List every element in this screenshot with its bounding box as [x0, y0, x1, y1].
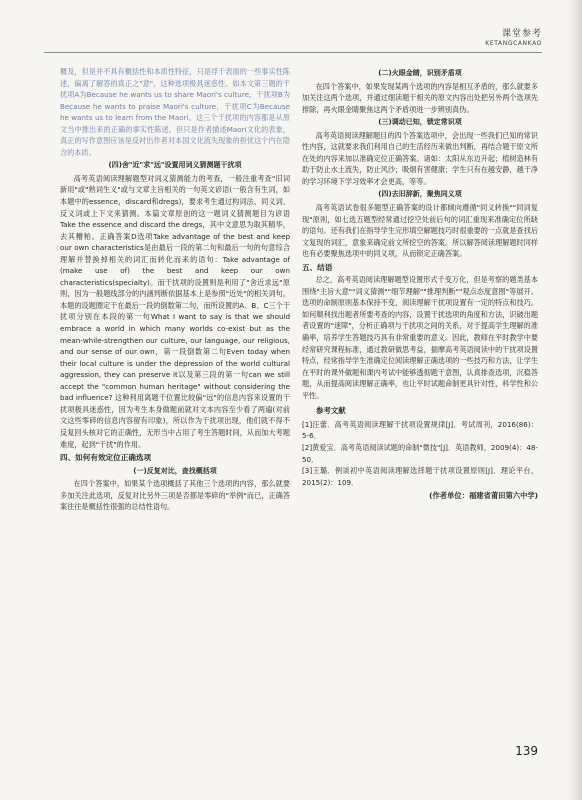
reference-item: [1]汪蕾．高考英语阅读理解干扰项设置规律[J]．考试周刊，2016(86)：5-6．: [302, 419, 538, 441]
header-title-en: KETANGCANKAO: [485, 40, 542, 47]
right-column: [302, 66, 538, 502]
paragraph-conclusion: 总之，高考英语阅读理解题型设置形式千变万化，但是考察的题类基本围绕"主旨大意""词义猜测""细节理解""推理判断""观点态度意图"等展开。选项的命制原则基本保持不变，阅读理解干扰项设置有一定的特点和技巧。如何顺利找出题者所要考查的内容，设置干扰选项的角度和方法，识破出题者设置的"迷障"，分析正确项与干扰项之间的关系，对于提高学生理解的准确率，培养学生答题技巧具有非常重要的意义。因此，教师在平时教学中要经常研究课程标准，通过教研做思考益，揣摩高考英语阅读中的干扰项设置特点，经常指导学生准确定位阅读理解正确选项的一些技巧和方法，让学生在平时的课外做题和课内考试中能够透彻题干意图，认真排查选项，沉稳答题，从而提高阅读理解正确率，也让平时试题命制更具针对性，科学性和公平性。: [302, 275, 538, 400]
paragraph-vocab-distractors: 高考英语阅读理解题型对词义猜测能力的考查，一般注重考查"旧词新用"或"熟词生义"或与文章主旨相关的一句英文谚语(一般含有生词，如本题中的essence，discard和dregs)，要求考生通过构词法、同义词、反义词或上下文来猜测。本篇文章原创的这一题词义猜测题目为谚语Take the essence and discard the dregs，其中文意思为取其精华，去其糟粕。正确答案D选项Take advantage of the best and keep our own characteristics是由最后一段的第二句和最后一句的句意综合理解并替换掉相关的词汇而转化而来的语句：Take advantage of (make use of) the best and keep our own characteristics(specialty)。而干扰项的设置则是利用了"舍近求远"原则，因为一般题线部分的内涵判断依据基本上是参照"近处"的相关词句。本题的设题圈定干在最后一段的倒数第二句，而所设置的A、B、C三个干扰项分别在本段的第一句What I want to say is that we should embrace a world in which many worlds co-exist but as the mean-while-strengthen our culture, our language, our religious, and our sense of our own，第一段倒数第二句Even today when their local culture is under the depression of the world cultural aggression, they can preserve it以及第三段的第一句can we still accept the "common human heritage" without considering the bad influence? 这种利用离题干位置比较偏"远"的信息内容来设置的干扰项极具迷惑性，因为考生本身做题前就对文本内容至少看了两遍(对前文这些零碎的信息内容留有印象)，所以作为干扰项出现，他们就不得不反复回头核对它的正确性，无形当中占用了考生答题时间，从而加大考题难度，起到"干扰"的作用。: [60, 173, 290, 449]
paragraph-generalization: 在四个答案中，如果某个选项概括了其他三个选项的内容，那么就要多加关注此选项，反复对比另外三项是否都是零碎的"举例"而已，正确答案往往是概括性很强的总结性语句。: [60, 479, 290, 512]
reference-item: [2]黄爱宝．高考英语阅读试题的命制"微技"[J]．英语教师，2009(4)：48-50．: [302, 442, 538, 464]
header-rule: [44, 52, 542, 53]
left-column: [60, 66, 290, 513]
page-number: 139: [515, 744, 538, 758]
author-affiliation: (作者单位：福建省莆田第六中学): [429, 491, 538, 501]
paragraph-contradiction: 在四个答案中，如果发现某两个选项的内容是相互矛盾的，那么就要多加关注这两个选项，并通过细读题干相关的原文内容出处把另外两个选项先排除，再火眼金睛聚焦这两个矛盾项进一步辨别真伪。: [302, 81, 538, 114]
subsection-heading-1: (一)反复对比，查找概括项: [133, 466, 217, 475]
references-title: 参考文献: [316, 406, 346, 416]
subsection-heading-4b: (四)去旧辞新，聚焦同义项: [378, 190, 462, 199]
section-heading-4: 四、如何有效定位正确选项: [60, 453, 152, 463]
running-header: [485, 26, 542, 47]
paragraph-common-sense: 高考英语阅读理解题目的四个答案选项中，会出现一些我们已知的常识性内容，这就要求我们利用自己的生活经历来做出判断，再结合题干原文所在处的内容来加以准确定位正确答案。诸如：太阳从东边升起；植树造林有助于防止水土流失，防止风沙；吸烟有害健康；学生只有在越安静，越干净的学习环境下学习效率才会更高，等等。: [302, 130, 538, 186]
section-heading-5: 五、结语: [302, 262, 333, 272]
reference-item: [3]王璐．例谈初中英语阅读理解选择题干扰项设置原则[J]．理论平台，2015(2)：109．: [302, 466, 538, 487]
subsection-heading-3: (三)调动已知，锁定常识项: [378, 118, 462, 127]
paragraph-synonyms: 高考英语试卷很多题型正确答案的设计都倾向遵循"同义转换""同词复现"原则，如七选五题型经常通过挖空处前后句的词汇重现来准确定位所缺的语句。还有我们在指导学生完形填空解题技巧时很重要的一点就是查找后文复现的词汇，意象来确定前文所挖空的答案。所以解答阅读理解题时同样也有必要聚焦选项中的同义项，从而锁定正确答案。: [302, 203, 538, 259]
subsection-heading-2: (二)火眼金睛，识别矛盾项: [378, 69, 462, 77]
page-edge-shadow: [568, 0, 582, 800]
paragraph-continued: 概及，但是并不具有概括性和本质性特征，只是浮于表面的一些事实性陈述，偏离了解答的真正之"意"，这种选项极具迷惑性。如本文第三题的干扰项A为Because he wants us to share Maori's culture，干扰项B为Because he wants to praise Maori's culture，干扰项C为Because he wants us to learn from the Maori。这三个干扰项的内容都是从原文当中推出来的正确的事实性陈述，但只是作者描述Maori文化的表象，真正的写作意图应该是反衬出作者对本国文化流失现象的担忧这个内在隐含的本质。: [60, 67, 290, 157]
header-title-cn: 课堂参考: [501, 29, 542, 39]
subsection-heading-4: (四)舍"近"求"远"设置用词义猜测题干扰项: [108, 161, 242, 170]
